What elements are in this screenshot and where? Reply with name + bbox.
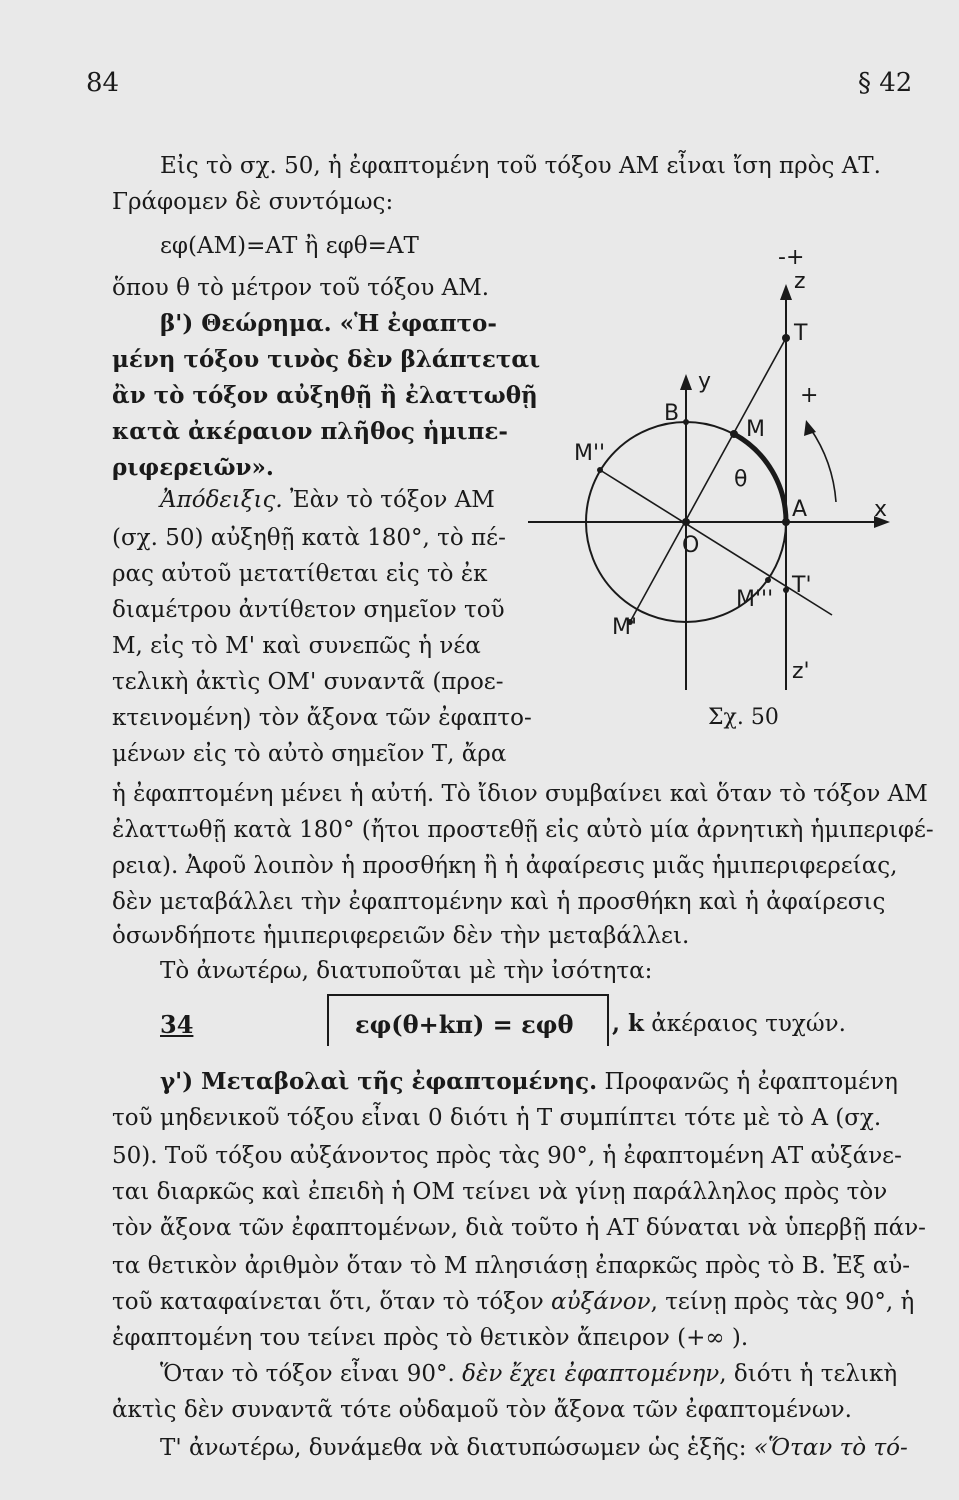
point-m bbox=[730, 430, 738, 438]
text-span: αὐξάνον bbox=[551, 1289, 651, 1315]
text-line: (σχ. 50) αὐξηθῇ κατὰ 180°, τὸ πέ- bbox=[112, 525, 506, 551]
text-line: τὸν ἄξονα τῶν ἐφαπτομένων, διὰ τοῦτο ἡ ΑΤ δύναται νὰ ὑπερβῇ πάν- bbox=[112, 1215, 926, 1241]
proof-label: Ἀπόδειξις. bbox=[160, 487, 283, 513]
text-line: ὅπου θ τὸ μέτρον τοῦ τόξου ΑΜ. bbox=[112, 275, 490, 301]
text-span: Προφανῶς ἡ ἐφαπτομένη bbox=[597, 1069, 898, 1095]
formula-k: , k bbox=[612, 1010, 644, 1037]
text-line: ἡ ἐφαπτομένη μένει ἡ αὐτή. Τὸ ἴδιον συμβαίνει καὶ ὅταν τὸ τόξον ΑΜ bbox=[112, 781, 928, 807]
text-line: ται διαρκῶς καὶ ἐπειδὴ ἡ ΟΜ τείνει νὰ γίνῃ παράλληλος πρὸς τὸν bbox=[112, 1179, 888, 1205]
text-span: «Ὅταν τὸ τό- bbox=[753, 1435, 908, 1461]
label-a: A bbox=[792, 497, 808, 522]
point-t1 bbox=[783, 587, 789, 593]
label-plus: + bbox=[800, 383, 819, 408]
text-span: Ὅταν τὸ τόξον εἶναι 90°. bbox=[160, 1361, 463, 1387]
text-span: δὲν ἔχει ἐφαπτομένην bbox=[462, 1361, 720, 1387]
direction-arc bbox=[810, 428, 836, 502]
text-line: Εἰς τὸ σχ. 50, ἡ ἐφαπτομένη τοῦ τόξου ΑΜ εἶναι ἴση πρὸς ΑΤ. bbox=[160, 153, 881, 179]
label-t: T bbox=[794, 321, 808, 346]
text-line: τα θετικὸν ἀριθμὸν ὅταν τὸ Μ πλησιάσῃ ἐπαρκῶς πρὸς τὸ Β. Ἐξ αὐ- bbox=[112, 1253, 911, 1279]
text-line: ὁσωνδήποτε ἡμιπεριφερειῶν δὲν τὴν μεταβάλλει. bbox=[112, 923, 690, 949]
text-line: ἀκτὶς δὲν συναντᾶ τότε οὐδαμοῦ τὸν ἄξονα τῶν ἐφαπτομένων. bbox=[112, 1397, 852, 1423]
text-span: Ἐὰν τὸ τόξον ΑΜ bbox=[282, 487, 495, 513]
text-line: μένη τόξου τινὸς δὲν βλάπτεται bbox=[112, 346, 541, 373]
point-a bbox=[782, 518, 790, 526]
label-m: M bbox=[746, 417, 765, 442]
label-z1: z' bbox=[792, 659, 810, 684]
point-m2 bbox=[597, 467, 603, 473]
subsection-heading: γ') Μεταβολαὶ τῆς ἐφαπτομένης. bbox=[160, 1068, 598, 1095]
text-line: τελικὴ ἀκτὶς ΟΜ' συναντᾶ (προε- bbox=[112, 669, 504, 695]
text-line: ρας αὐτοῦ μετατίθεται εἰς τὸ ἐκ bbox=[112, 561, 488, 587]
text-line: ἐφαπτομένη του τείνει πρὸς τὸ θετικὸν ἄπειρον (+∞ ). bbox=[112, 1325, 749, 1351]
label-m1: M' bbox=[612, 615, 638, 640]
label-y: y bbox=[698, 369, 712, 394]
point-o bbox=[682, 518, 690, 526]
text-line: Μ, εἰς τὸ Μ' καὶ συνεπῶς ἡ νέα bbox=[112, 633, 481, 659]
formula-expression: εφ(θ+kπ) = εφθ bbox=[355, 1010, 574, 1039]
text-line: ριφερειῶν». bbox=[112, 454, 274, 481]
text-line: 50). Τοῦ τόξου αὐξάνοντος πρὸς τὰς 90°, ἡ ἐφαπτομένη ΑΤ αὐξάνε- bbox=[112, 1143, 902, 1169]
text-line: εφ(ΑΜ)=ΑΤ ἢ εφθ=ΑΤ bbox=[160, 233, 419, 259]
y-axis-arrow-icon bbox=[680, 374, 692, 390]
label-m3: M''' bbox=[736, 587, 774, 612]
label-t1: T' bbox=[792, 573, 812, 598]
label-plus-minus: -+ bbox=[778, 245, 805, 270]
text-line: Τὸ ἀνωτέρω, διατυποῦται μὲ τὴν ἰσότητα: bbox=[160, 958, 653, 984]
text-line: ἐλαττωθῇ κατὰ 180° (ἤτοι προστεθῇ εἰς αὐτὸ μία ἀρνητικὴ ἡμιπεριφέ- bbox=[112, 817, 934, 843]
point-t bbox=[782, 334, 790, 342]
point-b bbox=[683, 419, 689, 425]
section-number: § 42 bbox=[858, 68, 913, 98]
label-m2: M'' bbox=[574, 441, 606, 466]
tangent-axis-arrow-icon bbox=[780, 284, 792, 300]
label-theta: θ bbox=[734, 467, 748, 492]
text-line: ἂν τὸ τόξον αὐξηθῇ ἢ ἐλαττωθῇ bbox=[112, 382, 538, 409]
text-span: , διότι ἡ τελικὴ bbox=[719, 1361, 898, 1387]
text-span: τοῦ καταφαίνεται ὅτι, ὅταν τὸ τόξον bbox=[112, 1289, 552, 1315]
page-number: 84 bbox=[86, 68, 120, 98]
point-m3 bbox=[765, 577, 771, 583]
theorem-heading: β') Θεώρημα. «Ἡ ἐφαπτο- bbox=[160, 310, 497, 337]
text-span: Τ' ἀνωτέρω, δυνάμεθα νὰ διατυπώσωμεν ὡς ἑξῆς: bbox=[160, 1435, 754, 1461]
label-z: z bbox=[794, 269, 806, 294]
text-line: ρεια). Ἀφοῦ λοιπὸν ἡ προσθήκη ἢ ἡ ἀφαίρεσις μιᾶς ἡμιπεριφερείας, bbox=[112, 853, 898, 879]
text-line: κτεινομένη) τὸν ἄξονα τῶν ἐφαπτο- bbox=[112, 705, 532, 731]
text-line: Γράφομεν δὲ συντόμως: bbox=[112, 189, 394, 215]
text-span: , τείνῃ πρὸς τὰς 90°, ἡ bbox=[650, 1289, 915, 1315]
label-x: x bbox=[874, 497, 888, 522]
text-line: μένων εἰς τὸ αὐτὸ σημεῖον Τ, ἄρα bbox=[112, 741, 507, 767]
label-o: O bbox=[682, 533, 700, 558]
formula-number: 34 bbox=[160, 1010, 194, 1039]
formula-note-text: ἀκέραιος τυχών. bbox=[643, 1011, 846, 1037]
text-line: κατὰ ἀκέραιον πλῆθος ἡμιπε- bbox=[112, 418, 508, 445]
text-line: δὲν μεταβάλλει τὴν ἐφαπτομένην καὶ ἡ προσθήκη καὶ ἡ ἀφαίρεσις bbox=[112, 889, 886, 915]
label-b: B bbox=[664, 401, 680, 426]
figure-caption: Σχ. 50 bbox=[708, 705, 779, 730]
text-line: τοῦ μηδενικοῦ τόξου εἶναι 0 διότι ἡ Τ συμπίπτει τότε μὲ τὸ Α (σχ. bbox=[112, 1105, 882, 1131]
text-line: διαμέτρου ἀντίθετον σημεῖον τοῦ bbox=[112, 597, 505, 623]
